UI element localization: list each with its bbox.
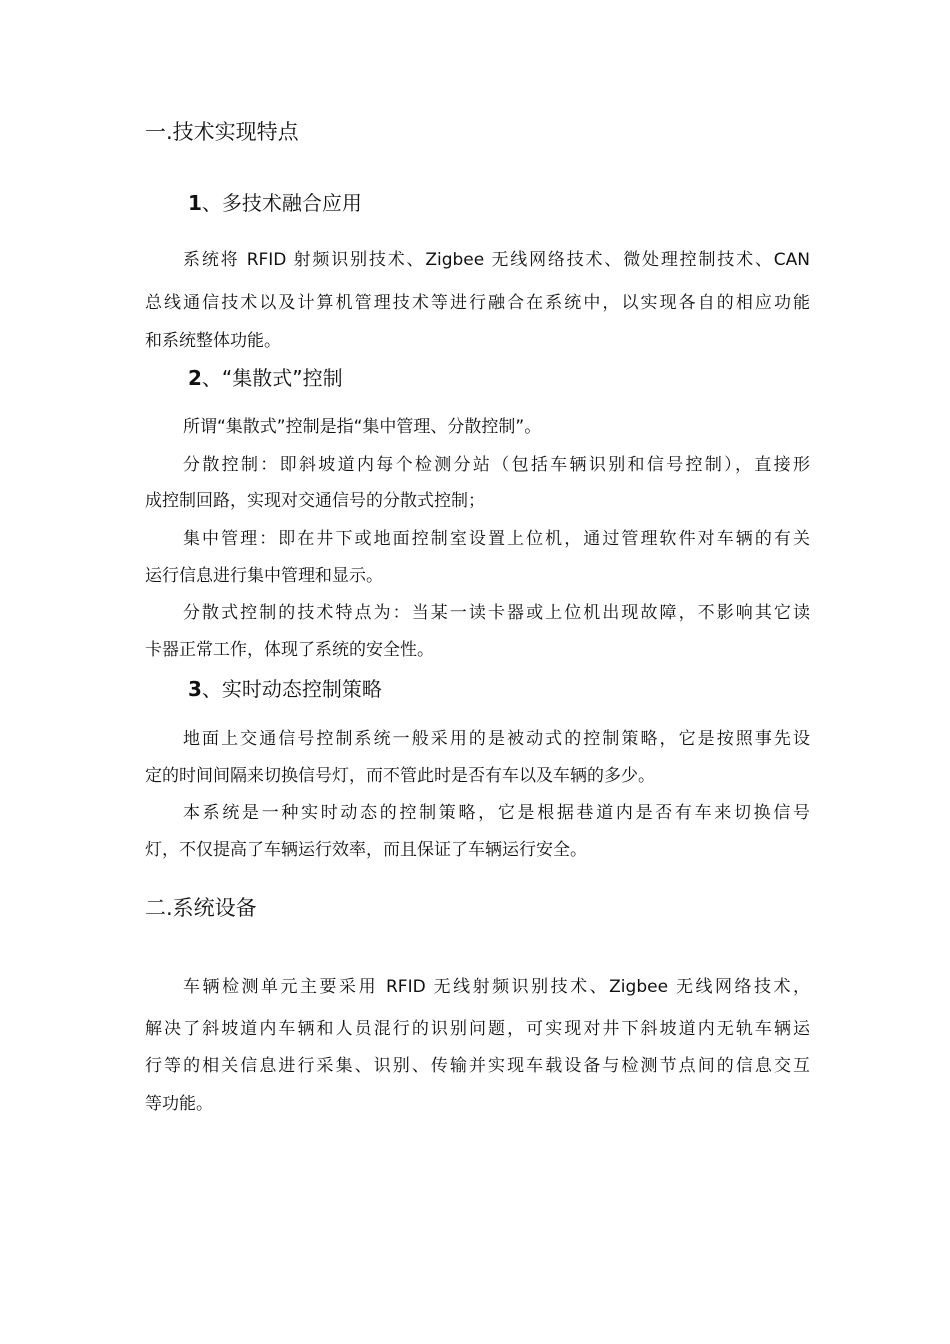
paragraph-line: 总线通信技术以及计算机管理技术等进行融合在系统中，以实现各自的相应功能 [145, 293, 810, 313]
paragraph-line: 系统将 RFID 射频识别技术、Zigbee 无线网络技术、微处理控制技术、CAN [183, 250, 810, 270]
subsection-heading-2 [188, 364, 343, 392]
paragraph-line: 所谓“集散式”控制是指“集中管理、分散控制”。 [183, 417, 542, 437]
section-heading-1: 一.技术实现特点 [145, 120, 299, 144]
subsection-heading-1 [188, 189, 362, 217]
paragraph-line: 集中管理：即在井下或地面控制室设置上位机，通过管理软件对车辆的有关 [183, 529, 810, 549]
paragraph-line: 本系统是一种实时动态的控制策略，它是根据巷道内是否有车来切换信号 [183, 803, 810, 823]
paragraph-line: 成控制回路，实现对交通信号的分散式控制； [145, 491, 485, 511]
paragraph-line: 定的时间间隔来切换信号灯，而不管此时是否有车以及车辆的多少。 [145, 766, 655, 786]
paragraph-line: 分散控制：即斜坡道内每个检测分站（包括车辆识别和信号控制），直接形 [183, 455, 810, 475]
paragraph-line: 和系统整体功能。 [145, 331, 281, 351]
paragraph-line: 运行信息进行集中管理和显示。 [145, 566, 383, 586]
paragraph-line: 地面上交通信号控制系统一般采用的是被动式的控制策略，它是按照事先设 [183, 729, 810, 749]
paragraph-line: 车辆检测单元主要采用 RFID 无线射频识别技术、Zigbee 无线网络技术， [183, 977, 810, 997]
paragraph-line: 解决了斜坡道内车辆和人员混行的识别问题，可实现对井下斜坡道内无轨车辆运 [145, 1019, 810, 1039]
paragraph-line: 行等的相关信息进行采集、识别、传输并实现车载设备与检测节点间的信息交互 [145, 1056, 810, 1076]
subsection-title: 、多技术融合应用 [201, 191, 362, 215]
subsection-number: 3 [188, 677, 202, 701]
subsection-heading-3 [188, 675, 382, 703]
subsection-number: 1 [188, 191, 202, 215]
subsection-title: 、“集散式”控制 [201, 366, 343, 390]
section-heading-2: 二.系统设备 [145, 896, 257, 920]
paragraph-line: 分散式控制的技术特点为：当某一读卡器或上位机出现故障，不影响其它读 [183, 603, 810, 623]
subsection-number: 2 [188, 366, 202, 390]
paragraph-line: 等功能。 [145, 1094, 213, 1114]
subsection-title: 、实时动态控制策略 [201, 677, 382, 701]
paragraph-line: 卡器正常工作，体现了系统的安全性。 [145, 640, 434, 660]
paragraph-line: 灯，不仅提高了车辆运行效率，而且保证了车辆运行安全。 [145, 840, 587, 860]
